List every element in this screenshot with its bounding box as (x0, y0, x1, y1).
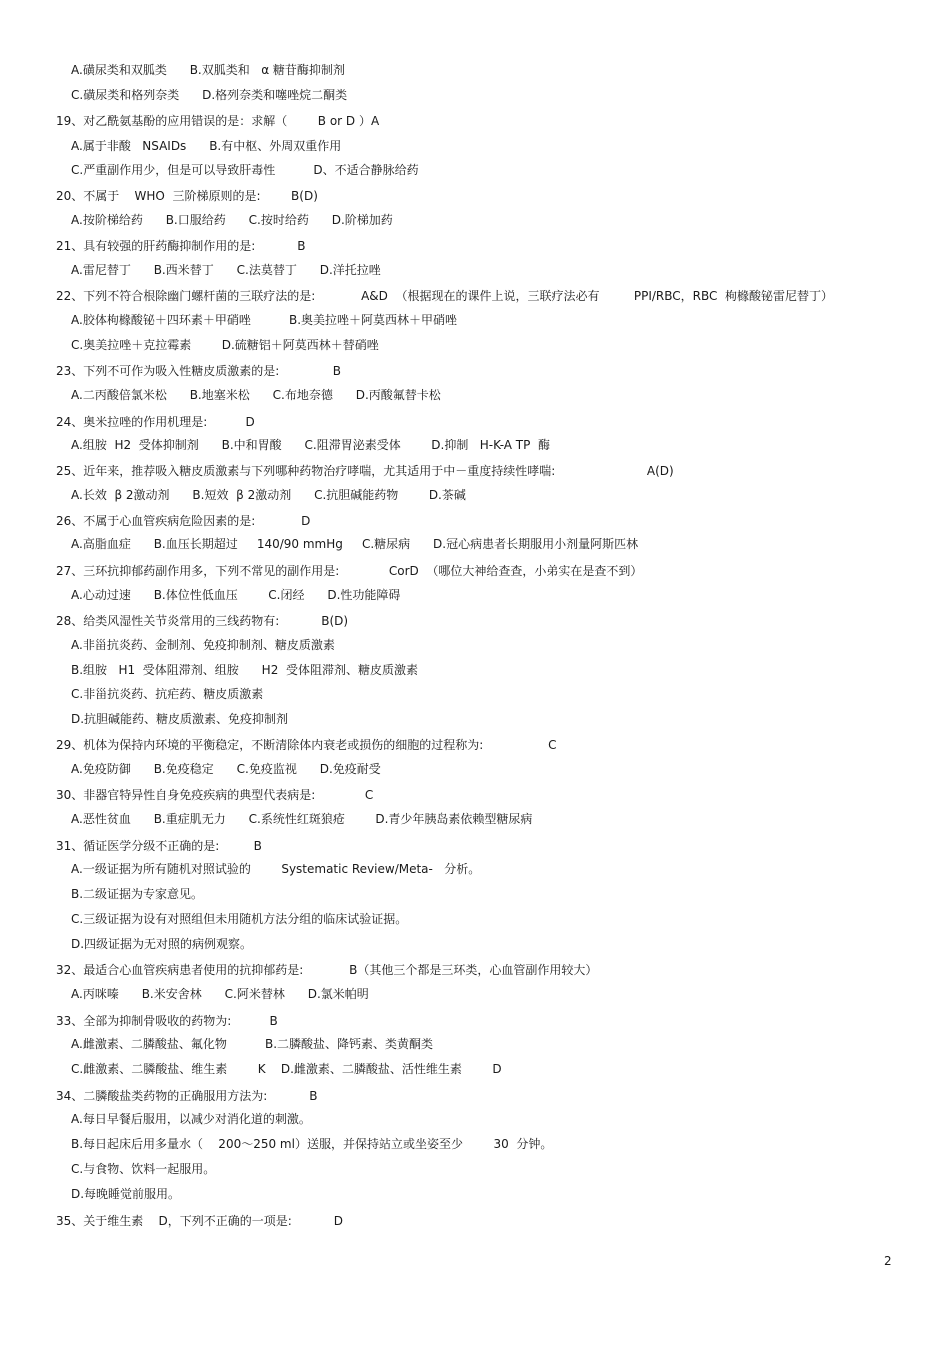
question-line: 30、非器官特异性自身免疫疾病的典型代表病是: C (56, 788, 374, 802)
question-line: 26、不属于心血管疾病危险因素的是: D (56, 514, 311, 528)
option-line: C.严重副作用少，但是可以导致肝毒性 D、不适合静脉给药 (71, 163, 419, 177)
option-line: C.非甾抗炎药、抗疟药、糖皮质激素 (71, 687, 264, 701)
option-line: A.高脂血症 B.血压长期超过 140/90 mmHg C.糖尿病 D.冠心病患者长期服用小剂量阿斯匹林 (71, 537, 639, 551)
option-line: B.组胺 H1 受体阻滞剂、组胺 H2 受体阻滞剂、糖皮质激素 (71, 663, 418, 677)
option-line: A.丙咪嗪 B.米安舍林 C.阿米替林 D.氯米帕明 (71, 987, 369, 1001)
question-line: 32、最适合心血管疾病患者使用的抗抑郁药是: B（其他三个都是三环类，心血管副作用较大） (56, 963, 598, 977)
question-line: 34、二膦酸盐类药物的正确服用方法为: B (56, 1089, 318, 1103)
page-number: 2 (884, 1254, 892, 1268)
option-line: A.一级证据为所有随机对照试验的 Systematic Review/Meta- 分析。 (71, 862, 481, 876)
question-line: 33、全部为抑制骨吸收的药物为: B (56, 1014, 278, 1028)
question-line: 28、给类风湿性关节炎常用的三线药物有: B(D) (56, 614, 349, 628)
option-line: A.非甾抗炎药、金制剂、免疫抑制剂、糖皮质激素 (71, 638, 335, 652)
question-line: 27、三环抗抑郁药副作用多，下列不常见的副作用是: CorD （哪位大神给查查，小弟实在是查不到） (56, 564, 643, 578)
option-line: C.雌激素、二膦酸盐、维生素 K D.雌激素、二膦酸盐、活性维生素 D (71, 1062, 502, 1076)
option-line: C.三级证据为设有对照组但未用随机方法分组的临床试验证据。 (71, 912, 408, 926)
question-line: 31、循证医学分级不正确的是: B (56, 839, 262, 853)
question-line: 35、关于维生素 D，下列不正确的一项是: D (56, 1214, 344, 1228)
option-line: D.每晚睡觉前服用。 (71, 1187, 181, 1201)
option-line: A.免疫防御 B.免疫稳定 C.免疫监视 D.免疫耐受 (71, 762, 381, 776)
option-line: A.心动过速 B.体位性低血压 C.闭经 D.性功能障碍 (71, 588, 401, 602)
question-line: 25、近年来，推荐吸入糖皮质激素与下列哪种药物治疗哮喘，尤其适用于中－重度持续性哮喘: A(D) (56, 464, 674, 478)
option-line: A.长效 β 2激动剂 B.短效 β 2激动剂 C.抗胆碱能药物 D.茶碱 (71, 488, 466, 502)
option-line: A.雷尼替丁 B.西米替丁 C.法莫替丁 D.洋托拉唑 (71, 263, 381, 277)
option-line: D.抗胆碱能药、糖皮质激素、免疫抑制剂 (71, 712, 289, 726)
option-line: B.二级证据为专家意见。 (71, 887, 204, 901)
option-line: A.雌激素、二膦酸盐、氟化物 B.二膦酸盐、降钙素、类黄酮类 (71, 1037, 434, 1051)
option-line: A.组胺 H2 受体抑制剂 B.中和胃酸 C.阻滞胃泌素受体 D.抑制 H-K-A TP 酶 (71, 438, 551, 452)
option-line: C.与食物、饮料一起服用。 (71, 1162, 216, 1176)
option-line: A.按阶梯给药 B.口服给药 C.按时给药 D.阶梯加药 (71, 213, 393, 227)
question-line: 20、不属于 WHO 三阶梯原则的是: B(D) (56, 189, 318, 203)
question-line: 19、对乙酰氨基酚的应用错误的是：求解（ B or D ）A (56, 114, 380, 128)
question-line: 21、具有较强的肝药酶抑制作用的是: B (56, 239, 306, 253)
option-line: A.磺尿类和双胍类 B.双胍类和 α 糖苷酶抑制剂 (71, 63, 345, 77)
option-line: A.二丙酸倍氯米松 B.地塞米松 C.布地奈德 D.丙酸氟替卡松 (71, 388, 441, 402)
option-line: A.每日早餐后服用，以减少对消化道的刺激。 (71, 1112, 311, 1126)
option-line: A.恶性贫血 B.重症肌无力 C.系统性红斑狼疮 D.青少年胰岛素依赖型糖尿病 (71, 812, 533, 826)
question-line: 22、下列不符合根除幽门螺杆菌的三联疗法的是: A&D （根据现在的课件上说，三联疗法必有 PPI/RBC，RBC 枸橼酸铋雷尼替丁） (56, 289, 834, 303)
question-line: 29、机体为保持内环境的平衡稳定，不断清除体内衰老或损伤的细胞的过程称为: C (56, 738, 557, 752)
question-line: 24、奥米拉唑的作用机理是: D (56, 415, 255, 429)
option-line: B.每日起床后用多量水（ 200～250 ml）送服，并保持站立或坐姿至少 30 分钟。 (71, 1137, 553, 1151)
option-line: A.胶体枸橼酸铋＋四环素＋甲硝唑 B.奥美拉唑＋阿莫西林＋甲硝唑 (71, 313, 458, 327)
option-line: C.磺尿类和格列奈类 D.格列奈类和噻唑烷二酮类 (71, 88, 348, 102)
question-line: 23、下列不可作为吸入性糖皮质激素的是: B (56, 364, 341, 378)
option-line: C.奥美拉唑＋克拉霉素 D.硫糖铝＋阿莫西林＋替硝唑 (71, 338, 379, 352)
option-line: A.属于非酸 NSAIDs B.有中枢、外周双重作用 (71, 139, 342, 153)
option-line: D.四级证据为无对照的病例观察。 (71, 937, 253, 951)
